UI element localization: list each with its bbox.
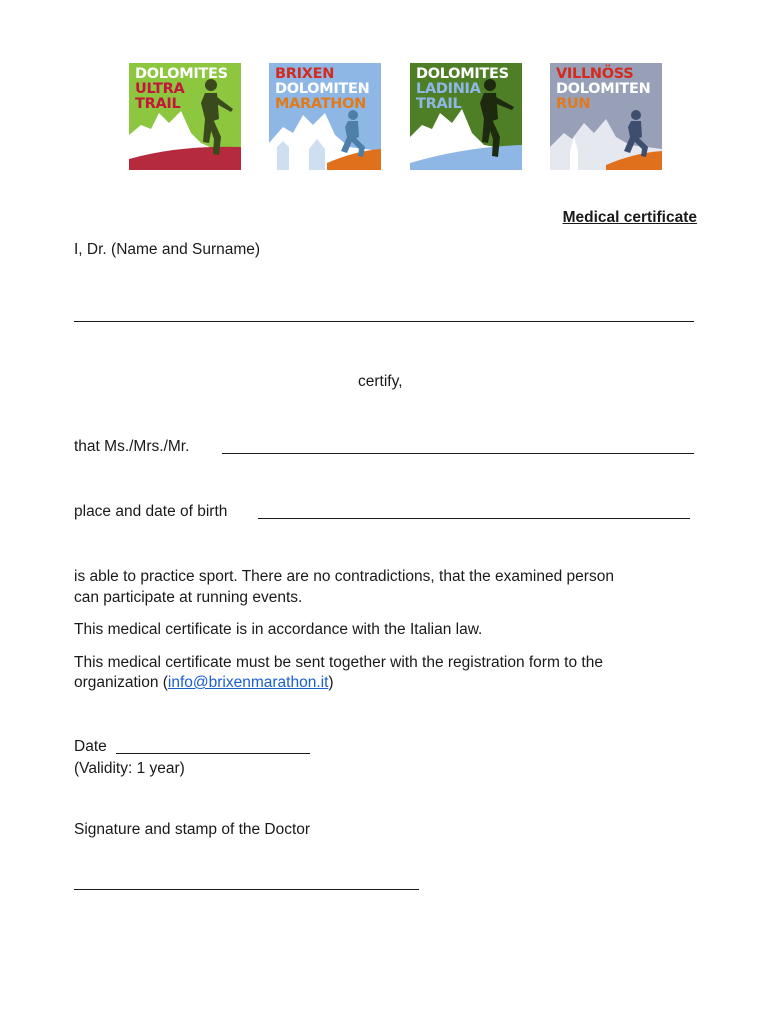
- logo-line-3: MARATHON: [275, 96, 367, 112]
- logo-line-3: TRAIL: [416, 96, 462, 112]
- logo-line-1: BRIXEN: [275, 66, 335, 82]
- person-name-line[interactable]: [222, 453, 694, 454]
- logo-dolomites-ladinia-trail: [410, 63, 522, 170]
- validity-text: (Validity: 1 year): [74, 760, 185, 777]
- logo-line-3: TRAIL: [135, 96, 181, 112]
- law-text: This medical certificate is in accordance with the Italian law.: [74, 621, 483, 638]
- logo-villnoess-dolomiten-run: [550, 63, 662, 170]
- signature-line[interactable]: [74, 889, 419, 890]
- logo-title: [275, 67, 378, 112]
- ability-text-line-2: can participate at running events.: [74, 589, 303, 606]
- document-title: Medical certificate: [562, 209, 697, 226]
- certify-text: certify,: [358, 373, 403, 390]
- date-label: Date: [74, 738, 107, 755]
- logo-line-2: LADINIA: [416, 81, 481, 97]
- logo-line-1: DOLOMITES: [416, 66, 509, 82]
- send-suffix: ): [328, 674, 334, 691]
- signature-label: Signature and stamp of the Doctor: [74, 821, 311, 838]
- logo-line-1: DOLOMITES: [135, 66, 228, 82]
- logo-line-2: ULTRA: [135, 81, 185, 97]
- logo-dolomites-ultra-trail: [129, 63, 241, 170]
- logo-title: [556, 67, 659, 112]
- person-label: that Ms./Mrs./Mr.: [74, 438, 190, 455]
- logo-line-1: VILLNÖSS: [556, 66, 634, 82]
- send-text-line-1: This medical certificate must be sent together with the registration form to the: [74, 654, 603, 671]
- logo-title: [135, 67, 238, 112]
- doctor-name-line[interactable]: [74, 321, 694, 322]
- birth-line[interactable]: [258, 518, 690, 519]
- logo-title: [416, 67, 519, 112]
- send-prefix: organization (: [74, 674, 168, 691]
- date-line[interactable]: [116, 753, 310, 754]
- logo-line-2: DOLOMITEN: [275, 81, 370, 97]
- send-text-line-2: [74, 673, 334, 693]
- doctor-name-label: I, Dr. (Name and Surname): [74, 241, 261, 258]
- ability-text-line-1: is able to practice sport. There are no contradictions, that the examined person: [74, 568, 614, 585]
- logo-line-3: RUN: [556, 96, 591, 112]
- birth-label: place and date of birth: [74, 503, 228, 520]
- logo-brixen-dolomiten-marathon: [269, 63, 381, 170]
- email-link[interactable]: info@brixenmarathon.it: [167, 674, 329, 691]
- logo-line-2: DOLOMITEN: [556, 81, 651, 97]
